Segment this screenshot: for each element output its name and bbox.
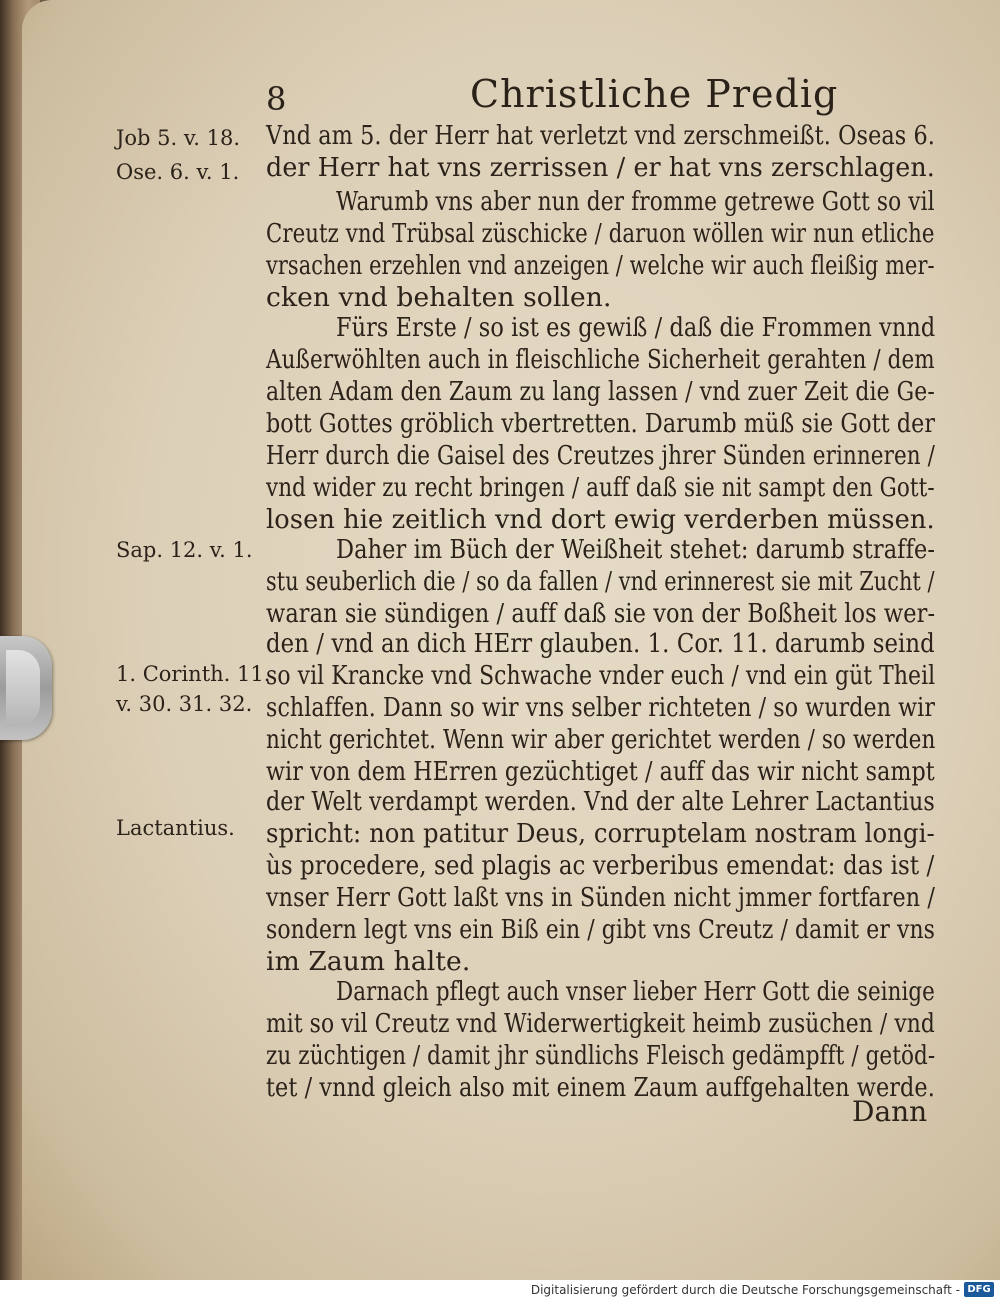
body-line: tet / vnnd gleich also mit einem Zaum auffgehalten werde.: [266, 1072, 935, 1103]
body-line: Darnach pflegt auch vnser lieber Herr Gott die seinige: [336, 976, 935, 1007]
margin-note: Ose. 6. v. 1.: [116, 160, 240, 184]
body-line: Warumb vns aber nun der fromme getrewe Gott so vil: [336, 186, 935, 217]
body-line: Creutz vnd Trübsal züschicke / daruon wöllen wir nun etliche: [266, 218, 935, 249]
margin-note: 1. Corinth. 11.: [116, 662, 271, 686]
body-line: losen hie zeitlich vnd dort ewig verderben müssen.: [266, 504, 935, 535]
page-number: 8: [266, 80, 287, 118]
body-line: vnser Herr Gott laßt vns in Sünden nicht jmmer fortfaren /: [266, 882, 935, 913]
body-line: waran sie sündigen / auff daß sie von der Boßheit los wer-: [266, 598, 936, 629]
body-line: nicht gerichtet. Wenn wir aber gerichtet werden / so werden: [266, 724, 936, 755]
margin-note: Sap. 12. v. 1.: [116, 538, 253, 562]
body-line: Daher im Büch der Weißheit stehet: darumb straffe-: [336, 534, 936, 565]
body-line: stu seuberlich die / so da fallen / vnd erinnerest sie mit Zucht /: [266, 566, 935, 597]
body-line: bott Gottes gröblich vbertretten. Darumb müß sie Gott der: [266, 408, 936, 439]
body-line: ùs procedere, sed plagis ac verberibus emendat: das ist /: [266, 850, 935, 881]
body-line: sondern legt vns ein Biß ein / gibt vns Creutz / damit er vns: [266, 914, 936, 945]
body-line: cken vnd behalten sollen.: [266, 282, 612, 313]
body-line: den / vnd an dich HErr glauben. 1. Cor. 11. darumb seind: [266, 628, 935, 659]
body-line: vrsachen erzehlen vnd anzeigen / welche wir auch fleißig mer-: [266, 250, 935, 281]
body-line: wir von dem HErren gezüchtiget / auff das wir nicht sampt: [266, 756, 935, 787]
body-line: der Welt verdampt werden. Vnd der alte Lehrer Lactantius: [266, 786, 935, 817]
body-line: mit so vil Creutz vnd Widerwertigkeit heimb zusüchen / vnd: [266, 1008, 935, 1039]
body-line: Vnd am 5. der Herr hat verletzt vnd zerschmeißt. Oseas 6.: [266, 120, 935, 151]
margin-note: Lactantius.: [116, 816, 235, 840]
body-line: Außerwöhlten auch in fleischliche Sicherheit gerahten / dem: [266, 344, 935, 375]
body-line: schlaffen. Dann so wir vns selber richteten / so wurden wir: [266, 692, 936, 723]
body-line: Herr durch die Gaisel des Creutzes jhrer Sünden erinneren /: [266, 440, 936, 471]
body-line: so vil Krancke vnd Schwache vnder euch / vnd ein güt Theil: [266, 660, 936, 691]
body-line: spricht: non patitur Deus, corruptelam nostram longi-: [266, 818, 935, 849]
body-line: alten Adam den Zaum zu lang lassen / vnd zuer Zeit die Ge-: [266, 376, 935, 407]
dfg-logo-icon: DFG: [964, 1282, 994, 1297]
body-line: der Herr hat vns zerrissen / er hat vns zerschlagen.: [266, 152, 935, 183]
body-line: zu züchtigen / damit jhr sündlichs Fleisch gedämpfft / getöd-: [266, 1040, 936, 1071]
body-line: im Zaum halte.: [266, 946, 471, 977]
funding-credit: Digitalisierung gefördert durch die Deutsche Forschungsgemeinschaft -: [530, 1283, 960, 1297]
running-head: Christliche Predig: [470, 72, 839, 116]
body-line: Fürs Erste / so ist es gewiß / daß die Frommen vnnd: [336, 312, 936, 343]
page-clip: [0, 636, 52, 740]
body-line: vnd wider zu recht bringen / auff daß sie nit sampt den Gott-: [266, 472, 935, 503]
catchword: Dann: [852, 1095, 928, 1128]
margin-note: v. 30. 31. 32.: [116, 692, 253, 716]
margin-note: Job 5. v. 18.: [116, 126, 241, 150]
